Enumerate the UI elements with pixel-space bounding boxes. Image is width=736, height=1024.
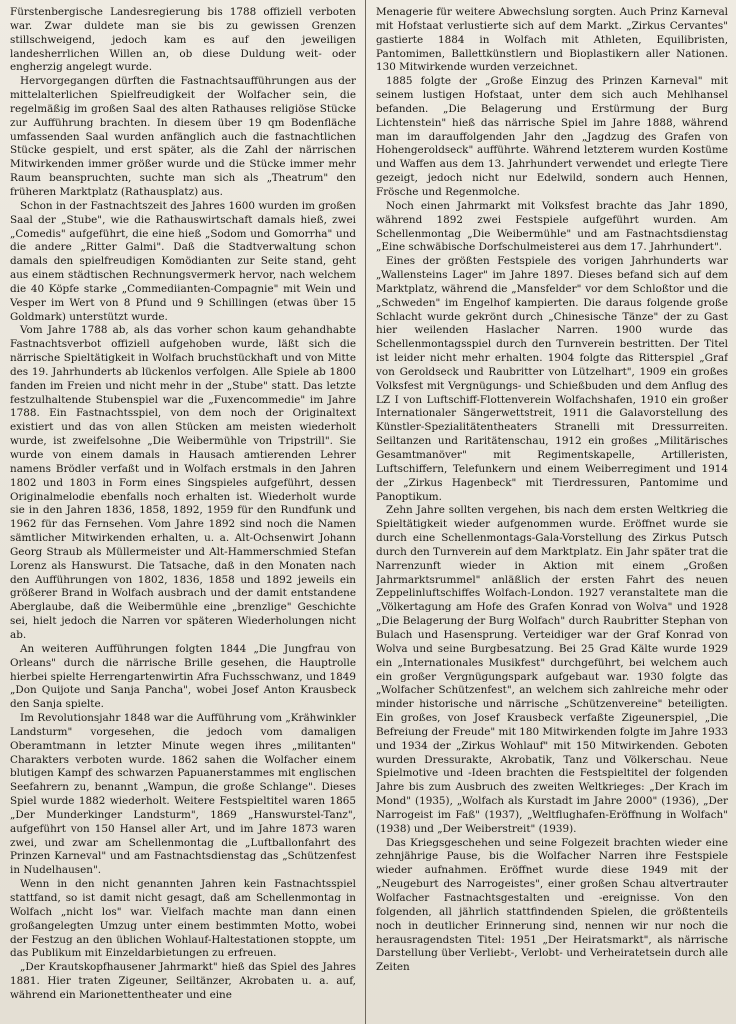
left-column [10,6,356,1020]
paragraph: Vom Jahre 1788 ab, als das vorher schon kaum gehandhabte Fastnachtsverbot offiziell aufgehoben wurde, läßt sich die närrische Spieltätigkeit in Wolfach bruchstückhaft und von Mitte des 19. Jahrhunderts ab lückenlos verfolgen. Alle Spiele ab 1800 fanden im Freien und nicht mehr in der „Stube" statt. Das letzte festzulhaltende Stubenspiel war die „Fuxencommedie" im Jahre 1788. Ein Fastnachtsspiel, von dem noch der Originaltext existiert und das von allen Stücken am meisten wiederholt wurde, ist zweifelsohne „Die Weibermühle von Tripstrill". Sie wurde von einem damals in Hausach amtierenden Lehrer namens Brödler verfaßt und in Wolfach erstmals in den Jahren 1802 und 1803 in Form eines Singspieles aufgeführt, dessen Originalmelodie ebenfalls noch erhalten ist. Wiederholt wurde sie in den Jahren 1836, 1858, 1892, 1959 für den Rundfunk und 1962 für das Fernsehen. Vom Jahre 1892 sind noch die Namen sämtlicher Mitwirkenden erhalten, u. a. Alt-Ochsenwirt Johann Georg Straub als Müllermeister und Alt-Hammerschmied Stefan Lorenz als Hanswurst. Die Tatsache, daß in den Monaten nach den Aufführungen von 1802, 1836, 1858 und 1892 jeweils ein größerer Brand in Wolfach ausbrach und der damit entstandene Aberglaube, daß die Weibermühle eine „brenzlige" Geschichte sei, hielt jedoch die Narren vor späteren Wiederholungen nicht ab. [10,324,356,641]
paragraph: „Der Krautskopfhausener Jahrmarkt" hieß das Spiel des Jahres 1881. Hier traten Zigeuner, Seiltänzer, Akrobaten u. a. auf, während ein Marionettentheater und eine [10,961,356,1001]
paragraph: Menagerie für weitere Abwechslung sorgten. Auch Prinz Karneval mit Hofstaat verlustierte sich auf dem Markt. „Zirkus Cervantes" gastierte 1884 in Wolfach mit Athleten, Equilibristen, Pantomimen, Ballettkünstlern und Bioplastikern aller Nationen. 130 Mitwirkende wurden verzeichnet. [376,6,728,74]
paragraph: Eines der größten Festspiele des vorigen Jahrhunderts war „Wallensteins Lager" im Jahre 1897. Dieses befand sich auf dem Marktplatz, während die „Mansfelder" vor dem Schloßtor und die „Schweden" im Engelhof kampierten. Die daraus folgende große Schlacht wurde gekrönt durch „Chinesische Tänze" der zu Gast hier weilenden Haslacher Narren. 1900 wurde das Schellenmontagsspiel durch den Turnverein bestritten. Der Titel ist leider nicht mehr erhalten. 1904 folgte das Ritterspiel „Graf von Geroldseck und Raubritter von Lützelhart", 1909 ein großes Volksfest mit Vergnügungs- und Schießbuden und dem Anflug des LZ I von Luftschiff-Flottenverein Wolfachshafen, 1910 ein großer Internationaler Sängerwettstreit, 1911 die Galavorstellung des Künstler-Spezialitätentheaters Stranelli mit Dressurreiten. Seiltanzen und Raritätenschau, 1912 ein großes „Militärisches Gesamtmanöver" mit Regimentskapelle, Artilleristen, Luftschiffern, Telefunkern und einem Weiberregiment und 1914 der „Zirkus Hagenbeck" mit Tierdressuren, Pantomime und Panoptikum. [376,255,728,503]
paragraph: Wenn in den nicht genannten Jahren kein Fastnachtsspiel stattfand, so ist damit nicht gesagt, daß am Schellenmontag in Wolfach „nicht los" war. Vielfach machte man dann einen großangelegten Umzug unter einem bestimmten Motto, wobei der Festzug an den üblichen Wohlauf-Haltestationen stoppte, um das Publikum mit Einzeldarbietungen zu erfreuen. [10,878,356,960]
paragraph: Hervorgegangen dürften die Fastnachtsaufführungen aus der mittelalterlichen Spielfreudigkeit der Wolfacher sein, die regelmäßig im großen Saal des alten Rathauses religiöse Stücke zur Aufführung brachten. In diesem über 19 qm Bodenfläche umfassenden Saal wurden anfänglich auch die fastnachtlichen Stücke gespielt, und erst später, als die Zahl der närrischen Mitwirkenden immer größer wurde und die Stücke immer mehr Raum beanspruchten, suchte man sich als „Theatrum" den früheren Marktplatz (Rathausplatz) aus. [10,75,356,198]
paragraph: Zehn Jahre sollten vergehen, bis nach dem ersten Weltkrieg die Spieltätigkeit wieder aufgenommen wurde. Eröffnet wurde sie durch eine Schellenmontags-Gala-Vorstellung des Zirkus Putsch durch den Turnverein auf dem Marktplatz. Ein Jahr später trat die Narrenzunft wieder in Aktion mit einem „Großen Jahrmarktsrummel" anläßlich der ersten Fahrt des neuen Zeppelinluftschiffes Wolfach-London. 1927 veranstaltete man die „Völkertagung am Hofe des Grafen Konrad von Wolva" und 1928 „Die Belagerung der Burg Wolfach" durch Raubritter Stephan von Bulach und Hasensprung. Verteidiger war der Graf Konrad von Wolva und seine Burgbesatzung. Bei 25 Grad Kälte wurde 1929 ein „Internationales Musikfest" durchgeführt, bei welchem auch ein großer Vergnügungspark aufgebaut war. 1930 folgte das „Wolfacher Schützenfest", an welchem sich zahlreiche mehr oder minder historische und närrische „Schützenvereine" beteiligten. Ein großes, von Josef Krausbeck verfaßte Zigeunerspiel, „Die Befreiung der Freude" mit 180 Mitwirkenden folgte im Jahre 1933 und 1934 der „Zirkus Wohlauf" mit 150 Mitwirkenden. Geboten wurden Dressurakte, Akrobatik, Tanz und Völkerschau. Neue Spielmotive und -Ideen brachten die Festspieltitel der folgenden Jahre bis zum Ausbruch des zweiten Weltkrieges: „Der Krach im Mond" (1935), „Wolfach als Kurstadt im Jahre 2000" (1936), „Der Narrogeist im Faß" (1937), „Weltflughafen-Eröffnung in Wolfach" (1938) und „Der Weiberstreit" (1939). [376,504,728,835]
column-divider [365,0,366,1024]
paragraph: Im Revolutionsjahr 1848 war die Aufführung vom „Krähwinkler Landsturm" vorgesehen, die jedoch vom damaligen Oberamtmann in letzter Minute wegen ihres „militanten" Charakters verboten wurde. 1862 sahen die Wolfacher einem blutigen Kampf des schwarzen Papuanerstammes mit englischen Seefahrern zu, benannt „Wampun, die große Schlange". Dieses Spiel wurde 1882 wiederholt. Weitere Festspieltitel waren 1865 „Der Munderkinger Landsturm", 1869 „Hanswurstel-Tanz", aufgeführt von 150 Hansel aller Art, und im Jahre 1873 waren zwei, und zwar am Schellenmontag die „Luftballonfahrt des Prinzen Karneval" und am Fastnachtsdienstag das „Schützenfest in Nudelhausen". [10,712,356,877]
paragraph: Fürstenbergische Landesregierung bis 1788 offiziell verboten war. Zwar duldete man sie bis zu gewissen Grenzen stillschweigend, jedoch kam es auf den jeweiligen landesherrlichen Willen an, ob diese Duldung weit- oder engherzig angelegt wurde. [10,6,356,74]
paragraph: 1885 folgte der „Große Einzug des Prinzen Karneval" mit seinem lustigen Hofstaat, unter dem sich auch Mehlhansel befanden. „Die Belagerung und Erstürmung der Burg Lichtenstein" hieß das närrische Spiel im Jahre 1888, während man im darauffolgenden Jahr den „Jagdzug des Grafen von Hohengeroldseck" aufführte. Während letzterem wurden Kostüme und Waffen aus dem 13. Jahrhundert verwendet und erlegte Tiere gezeigt, jedoch nicht nur Edelwild, sondern auch Hennen, Frösche und Regenmolche. [376,75,728,198]
paragraph: Noch einen Jahrmarkt mit Volksfest brachte das Jahr 1890, während 1892 zwei Festspiele aufgeführt wurden. Am Schellenmontag „Die Weibermühle" und am Fastnachtsdienstag „Eine schwäbische Dorfschulmeisterei aus dem 17. Jahrhundert". [376,199,728,254]
paragraph: An weiteren Aufführungen folgten 1844 „Die Jungfrau von Orleans" durch die närrische Brille gesehen, die Hauptrolle hierbei spielte Herrengartenwirtin Afra Fuchsschwanz, und 1849 „Don Quijote und Sanja Pancha", wobei Josef Anton Krausbeck den Sanja spielte. [10,642,356,711]
right-column [376,6,728,1020]
paragraph: Das Kriegsgeschehen und seine Folgezeit brachten wieder eine zehnjährige Pause, bis die Wolfacher Narren ihre Festspiele wieder aufnahmen. Eröffnet wurde diese 1949 mit der „Neugeburt des Narrogeistes", einer großen Schau altvertrauter Wolfacher Fastnachtsgestalten und -ereignisse. Von den folgenden, all jährlich stattfindenden Spielen, die größtenteils noch in deutlicher Erinnerung sind, nennen wir nur noch die herausragendsten Titel: 1951 „Der Heiratsmarkt", als närrische Darstellung über Verliebt-, Verlobt- und Verheiratetsein durch alle Zeiten [376,836,728,974]
paragraph: Schon in der Fastnachtszeit des Jahres 1600 wurden im großen Saal der „Stube", wie die Rathauswirtschaft damals hieß, zwei „Comedis" aufgeführt, die eine hieß „Sodom und Gomorrha" und die andere „Ritter Galmi". Daß die Stadtverwaltung schon damals den spielfreudigen Komödianten zur Seite stand, geht aus einem städtischen Rechnungsvermerk hervor, nach welchem die 40 Köpfe starke „Commediianten-Compagnie" mit Wein und Vesper im Wert von 8 Pfund und 9 Schillingen (etwas über 15 Goldmark) unterstützt wurde. [10,199,356,323]
